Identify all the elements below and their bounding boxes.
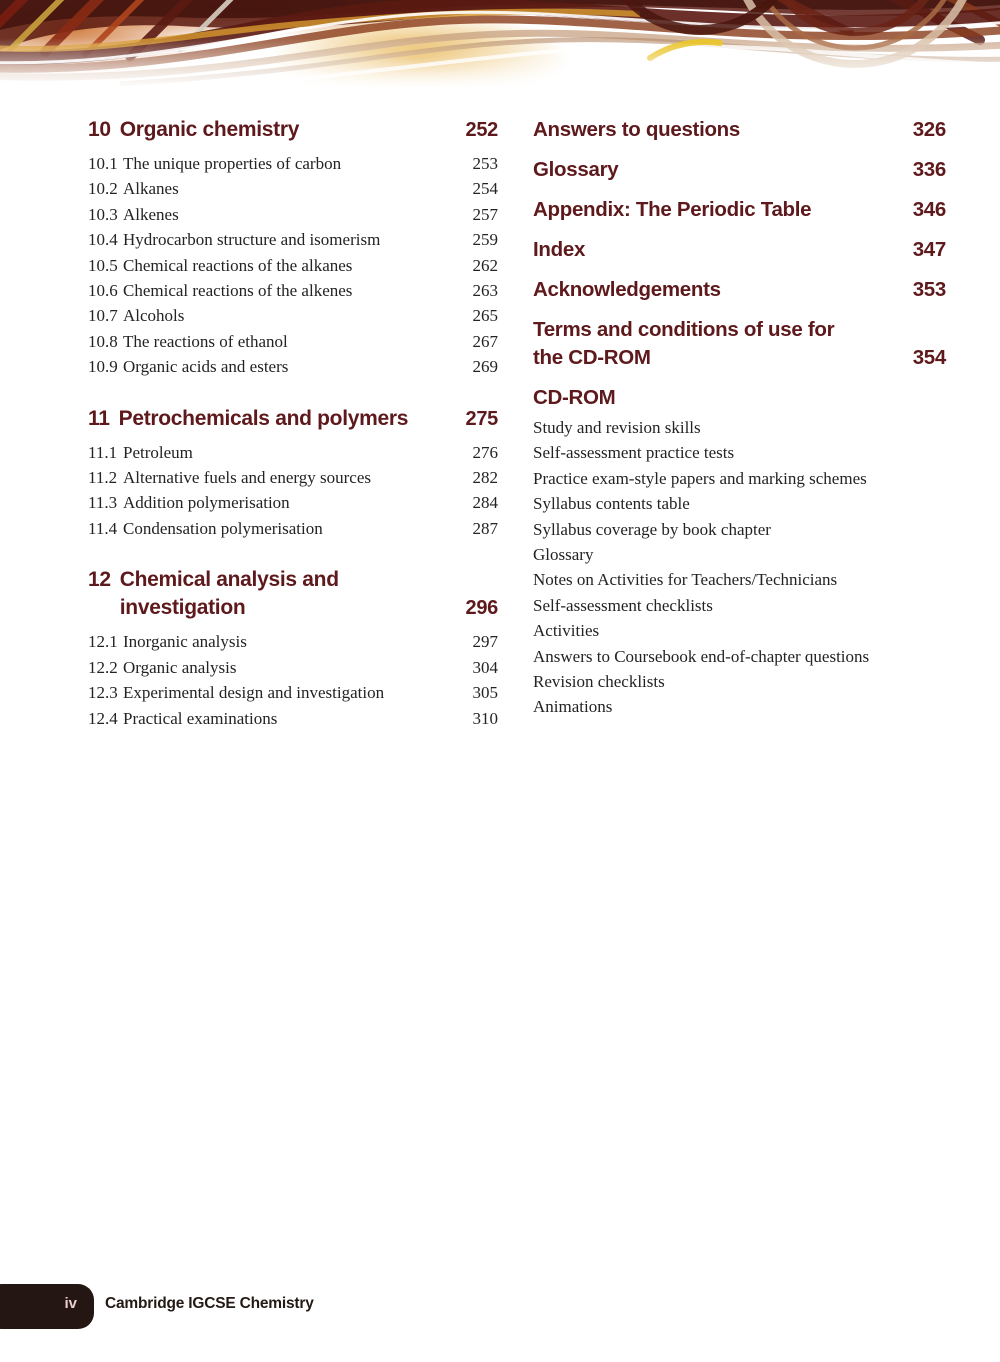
section-title: Practical examinations xyxy=(123,708,278,728)
entry-page: 326 xyxy=(912,118,946,141)
header-swirl-artwork xyxy=(0,0,1000,88)
section-title: Hydrocarbon structure and isomerism xyxy=(123,230,381,250)
entry-page: 353 xyxy=(912,278,946,301)
section-number: 12.3 xyxy=(88,683,118,703)
section-number: 11.2 xyxy=(88,468,118,488)
chapter-number: 11 xyxy=(88,406,110,430)
section-page: 305 xyxy=(472,683,498,703)
entry-page: 347 xyxy=(912,238,946,261)
section-number: 10.7 xyxy=(88,306,118,326)
toc-entry xyxy=(88,680,498,705)
section-title: Alternative fuels and energy sources xyxy=(123,468,371,488)
backmatter-entry-appendix xyxy=(533,196,946,224)
entry-title: Acknowledgements xyxy=(533,278,721,301)
page-number-label: iv xyxy=(64,1295,77,1312)
entry-title: Answers to questions xyxy=(533,118,741,141)
section-title: Chemical reactions of the alkanes xyxy=(123,255,353,275)
entry-page: 346 xyxy=(912,198,946,221)
backmatter-entry-answers xyxy=(533,116,946,144)
chapter-title-line1: Chemical analysis and xyxy=(119,568,339,592)
toc-entry xyxy=(88,253,498,278)
toc-entry xyxy=(88,516,498,541)
toc-left-column xyxy=(88,116,498,731)
chapter-page: 252 xyxy=(465,119,498,141)
entry-page: 354 xyxy=(912,346,946,369)
cdrom-item: Study and revision skills xyxy=(533,418,701,437)
section-number: 11.4 xyxy=(88,518,118,538)
section-page: 263 xyxy=(472,281,498,301)
entry-title-line2: the CD-ROM xyxy=(533,346,651,369)
cdrom-item: Animations xyxy=(533,697,613,717)
cdrom-item: Self-assessment practice tests xyxy=(533,443,735,463)
entry-page: 336 xyxy=(912,158,946,181)
section-number: 10.2 xyxy=(88,179,118,199)
cdrom-item: Revision checklists xyxy=(533,672,665,692)
toc-entry xyxy=(88,655,498,680)
toc-entry xyxy=(88,176,498,201)
entry-title-line1: Terms and conditions of use for xyxy=(533,318,835,341)
section-title: Organic acids and esters xyxy=(123,357,289,377)
section-number: 10.6 xyxy=(88,281,118,301)
cdrom-item: Syllabus coverage by book chapter xyxy=(533,519,771,539)
cdrom-item: Glossary xyxy=(533,545,594,565)
backmatter-entry-acknowledgements xyxy=(533,276,946,304)
cdrom-item: Practice exam-style papers and marking schemes xyxy=(533,468,867,488)
chapter-title-line2: investigation xyxy=(119,596,246,620)
section-number: 12.2 xyxy=(88,657,118,677)
section-page: 297 xyxy=(472,632,498,652)
entry-title: Index xyxy=(533,238,586,261)
toc-entry xyxy=(88,303,498,328)
section-page: 287 xyxy=(472,518,498,538)
section-page: 284 xyxy=(472,493,498,513)
toc-entry xyxy=(88,465,498,490)
section-title: Condensation polymerisation xyxy=(123,518,323,538)
toc-entry xyxy=(88,227,498,252)
toc-entry xyxy=(88,440,498,465)
cdrom-item: Activities xyxy=(533,621,600,641)
section-title: Alkanes xyxy=(123,179,179,199)
toc-entry xyxy=(88,202,498,227)
section-title: The unique properties of carbon xyxy=(123,154,342,173)
section-title: Chemical reactions of the alkenes xyxy=(123,281,353,301)
chapter-number: 12 xyxy=(88,568,111,592)
section-title: Alcohols xyxy=(123,306,185,326)
toc-entry xyxy=(88,151,498,176)
entry-title: Glossary xyxy=(533,158,619,181)
toc-entry xyxy=(88,329,498,354)
section-number: 10.5 xyxy=(88,255,118,275)
chapter-10-heading xyxy=(88,116,498,144)
backmatter-entry-index xyxy=(533,236,946,264)
section-title: Inorganic analysis xyxy=(123,632,247,652)
section-page: 269 xyxy=(472,357,498,377)
toc-entry xyxy=(88,706,498,731)
section-number: 11.3 xyxy=(88,493,118,513)
footer-book-title: Cambridge IGCSE Chemistry xyxy=(105,1295,314,1312)
section-number: 10.3 xyxy=(88,204,118,224)
toc-entry xyxy=(88,490,498,515)
cdrom-item: Answers to Coursebook end-of-chapter questions xyxy=(533,646,870,666)
section-page: 265 xyxy=(472,306,498,326)
entry-title: Appendix: The Periodic Table xyxy=(533,198,812,221)
section-number: 10.9 xyxy=(88,357,118,377)
section-page: 310 xyxy=(472,708,498,728)
section-number: 11.1 xyxy=(88,442,118,462)
cdrom-item: Notes on Activities for Teachers/Technicians xyxy=(533,570,838,590)
section-page: 257 xyxy=(472,204,498,224)
section-page: 282 xyxy=(472,468,498,488)
section-page: 276 xyxy=(472,442,498,462)
section-number: 12.4 xyxy=(88,708,118,728)
section-number: 10.1 xyxy=(88,154,118,173)
section-title: Alkenes xyxy=(123,204,179,224)
section-title: Addition polymerisation xyxy=(123,493,290,513)
toc-entry xyxy=(88,354,498,379)
chapter-title: Petrochemicals and polymers xyxy=(118,406,409,430)
footer-page-tab xyxy=(0,1284,94,1329)
section-title: The reactions of ethanol xyxy=(123,331,288,351)
section-title: Petroleum xyxy=(123,442,193,462)
chapter-number: 10 xyxy=(88,118,111,141)
section-page: 254 xyxy=(472,179,498,199)
section-page: 259 xyxy=(472,230,498,250)
toc-entry xyxy=(88,278,498,303)
chapter-page: 275 xyxy=(465,407,498,430)
backmatter-entry-terms xyxy=(533,316,946,372)
chapter-page: 296 xyxy=(465,597,498,620)
chapter-11-heading xyxy=(88,405,498,433)
section-number: 10.4 xyxy=(88,230,118,250)
section-title: Experimental design and investigation xyxy=(123,683,385,703)
section-page: 262 xyxy=(472,255,498,275)
section-page: 304 xyxy=(472,657,498,677)
chapter-title: Organic chemistry xyxy=(119,118,300,141)
chapter-12-heading xyxy=(88,566,498,622)
toc-right-column xyxy=(533,116,946,720)
section-title: Organic analysis xyxy=(123,657,237,677)
cdrom-heading: CD-ROM xyxy=(533,386,616,409)
section-number: 12.1 xyxy=(88,632,118,652)
toc-entry xyxy=(88,629,498,654)
cdrom-item: Self-assessment checklists xyxy=(533,595,713,615)
backmatter-entry-glossary xyxy=(533,156,946,184)
cdrom-item: Syllabus contents table xyxy=(533,494,690,514)
section-number: 10.8 xyxy=(88,331,118,351)
section-page: 253 xyxy=(472,154,498,173)
section-page: 267 xyxy=(472,331,498,351)
